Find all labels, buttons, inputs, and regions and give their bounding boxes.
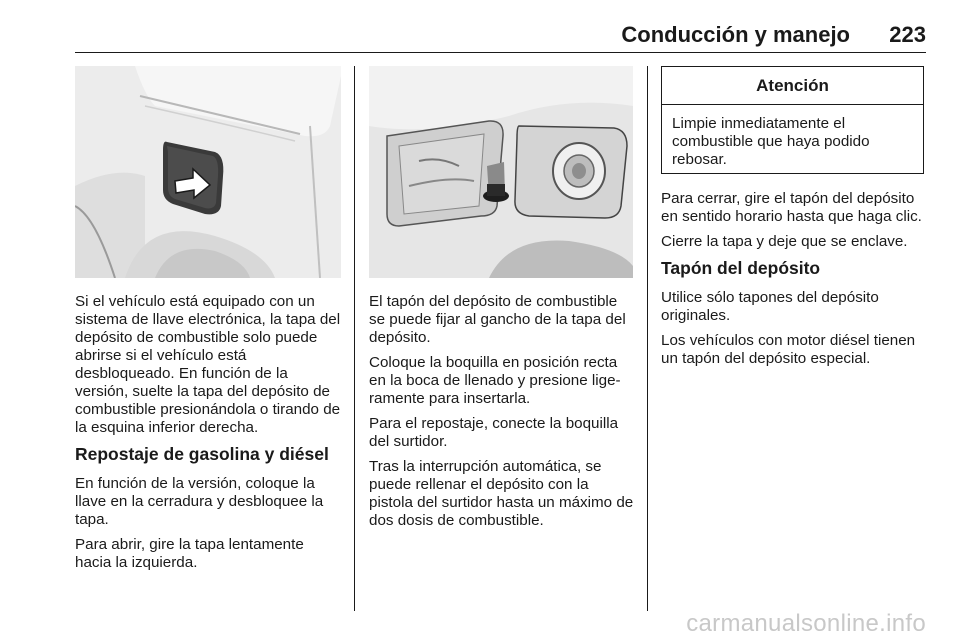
paragraph: Utilice sólo tapones del depósito originales. [661,289,879,324]
attention-text: Limpie inmediatamente el combustible que haya podido rebosar. [672,115,870,168]
section-title: Conducción y manejo [621,22,850,47]
fuel-flap-closed-illustration [75,66,341,278]
watermark: carmanualsonline.info [686,610,926,637]
fuel-door [387,121,503,226]
column-1-text [75,293,341,579]
paragraph: En función de la versión, coloque la llave en la cerradura y desbloquee la tapa. [75,475,324,528]
column-2-text [369,293,635,537]
paragraph: Para abrir, gire la tapa lentamente hacia la izquierda. [75,536,304,571]
paragraph: El tapón del depósito de combustible se puede fijar al gancho de la tapa del depósito. [369,293,626,346]
attention-box [661,66,924,174]
header-rule [75,52,926,53]
paragraph: Para el repostaje, conecte la boquilla del surtidor. [369,415,619,450]
fuel-flap-closed-image [75,66,341,278]
page-header [0,0,960,54]
fuel-flap-open-image [369,66,633,278]
attention-title: Atención [662,67,923,105]
paragraph: Cierre la tapa y deje que se enclave. [661,233,908,250]
column-divider-1 [354,66,355,611]
fuel-filler-neck [515,126,627,218]
page-number: 223 [889,22,926,47]
paragraph: Tras la interrupción automática, se puede rellenar el depósito con la pistola del surtidor hasta un máximo de dos dosis de combustible. [369,458,634,529]
section-heading: Repostaje de gasolina y diésel [75,444,329,464]
fuel-flap-open-illustration [369,66,633,278]
column-3-text [661,190,931,375]
paragraph: Para cerrar, gire el tapón del depósito en sentido horario hasta que haga clic. [661,190,922,225]
paragraph: Coloque la boquilla en posición recta en la boca de llenado y presione lige- ramente para insertarla. [369,354,621,407]
column-divider-2 [647,66,648,611]
paragraph: Los vehículos con motor diésel tienen un tapón del depósito especial. [661,332,916,367]
paragraph: Si el vehículo está equipado con un sistema de llave electrónica, la tapa del depósito de combustible solo puede abrirse si el vehículo está desbloqueado. En función de la versión, suelte la tapa del depósito de combustible presionándola o tirando de la esquina inferior derecha. [75,293,341,436]
section-heading: Tapón del depósito [661,258,821,278]
